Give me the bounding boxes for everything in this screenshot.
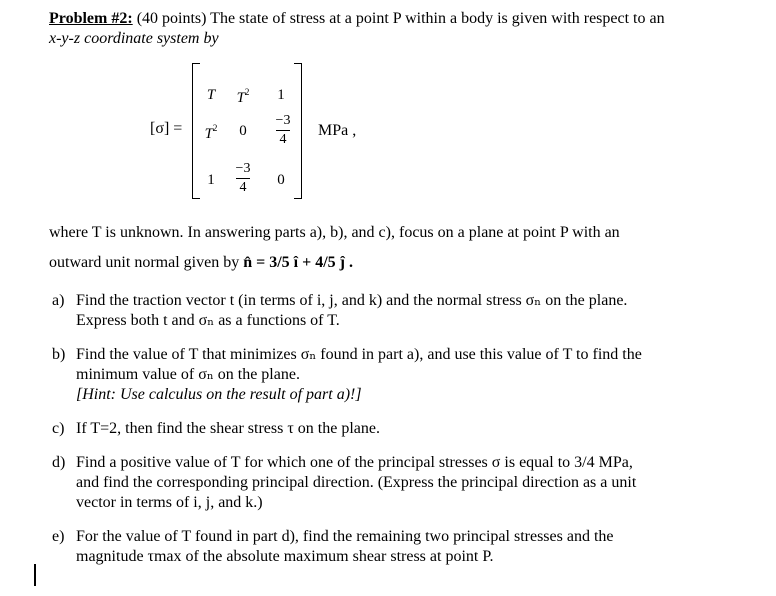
part-c: c) If T=2, then find the shear stress τ on the plane. — [52, 420, 380, 437]
problem-intro-1: (40 points) The state of stress at a point P within a body is given with respect to an — [132, 10, 665, 27]
matrix-r3c1: 1 — [207, 172, 215, 188]
matrix-r3c3: 0 — [277, 172, 285, 188]
part-a: a) Find the traction vector t (in terms of i, j, and k) and the normal stress σₙ on the plane. Express both t and σₙ as a functions of T. — [52, 292, 628, 329]
matrix-r2c3-fraction: −3 4 — [275, 113, 291, 147]
unit-normal: n̂ = 3/5 î + 4/5 ĵ . — [243, 254, 353, 271]
problem-intro-2: x-y-z coordinate system by — [49, 30, 219, 47]
matrix-right-bracket — [294, 63, 302, 199]
text-cursor — [34, 564, 36, 586]
matrix-r2c1: $T^2$ — [204, 123, 218, 142]
matrix-r1c1: T — [206, 87, 216, 103]
problem-heading — [49, 9, 665, 29]
problem-label: Problem #2: — [49, 10, 133, 27]
matrix-r3c2-fraction: −3 4 — [235, 161, 251, 195]
sigma-lhs: [σ] = — [150, 120, 183, 137]
matrix-r1c2: $T^2$ — [236, 87, 250, 106]
stress-matrix — [192, 63, 302, 203]
where-line-2: outward unit normal given by n̂ = 3/5 î + 4/5 ĵ . — [49, 254, 353, 271]
part-e: e) For the value of T found in part d), find the remaining two principal stresses and the magnitude τmax of the absolute maximum shear stress at point P. — [52, 528, 614, 565]
matrix-r2c2: 0 — [239, 123, 247, 139]
where-line-1: where T is unknown. In answering parts a), b), and c), focus on a plane at point P with an — [49, 224, 620, 241]
part-b: b) Find the value of T that minimizes σₙ found in part a), and use this value of T to find the minimum value of σₙ on the plane. [Hint: Use calculus on the result of part a)!] — [52, 346, 642, 403]
matrix-r1c3: 1 — [277, 87, 285, 103]
part-d: d) Find a positive value of T for which one of the principal stresses σ is equal to 3/4 MPa, and find the corresponding principal direction. (Express the principal direction as a unit vector in terms of i, j, and k.) — [52, 454, 637, 511]
matrix-unit: MPa , — [318, 122, 357, 139]
